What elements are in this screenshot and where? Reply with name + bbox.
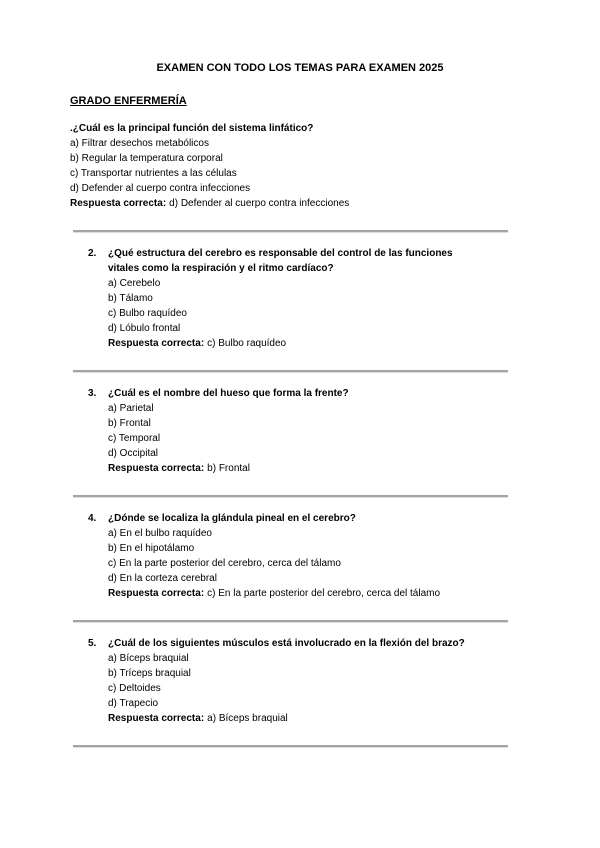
option-line: c) Deltoides [108, 683, 161, 694]
section-divider [73, 495, 508, 497]
option-line: a) Cerebelo [108, 278, 161, 289]
option-line: d) Trapecio [108, 698, 159, 709]
question-number: 4. [88, 513, 97, 524]
answer-line [70, 196, 530, 211]
question-number: 2. [88, 248, 97, 259]
question-line: ¿Cuál de los siguientes músculos está involucrado en la flexión del brazo? [108, 638, 465, 649]
question-line: .¿Cuál es la principal función del sistema linfático? [70, 123, 314, 134]
answer-label: Respuesta correcta: [70, 198, 167, 209]
question-text [70, 121, 530, 136]
option-line: d) Occipital [108, 448, 159, 459]
question-text [108, 386, 530, 401]
option-line: d) Defender al cuerpo contra infecciones [70, 183, 251, 194]
answer-text: d) Defender al cuerpo contra infecciones [169, 198, 350, 209]
section-divider [73, 230, 508, 232]
question-line: ¿Cuál es el nombre del hueso que forma la frente? [108, 388, 349, 399]
question-line: ¿Dónde se localiza la glándula pineal en el cerebro? [108, 513, 356, 524]
answer-line [108, 711, 530, 726]
option-line: a) En el bulbo raquídeo [108, 528, 212, 539]
question-line: ¿Qué estructura del cerebro es responsable del control de las funciones [108, 248, 453, 259]
answer-text: b) Frontal [207, 463, 250, 474]
answer-line [108, 461, 530, 476]
answer-label: Respuesta correcta: [108, 338, 205, 349]
question-block-3 [88, 386, 530, 476]
option-line: c) Transportar nutrientes a las células [70, 168, 237, 179]
section-divider [73, 745, 508, 747]
option-line: a) Parietal [108, 403, 154, 414]
answer-label: Respuesta correcta: [108, 713, 205, 724]
question-block-4 [88, 511, 530, 601]
option-line: d) En la corteza cerebral [108, 573, 217, 584]
option-line: b) Frontal [108, 418, 151, 429]
option-line: c) Bulbo raquídeo [108, 308, 187, 319]
option-line: c) Temporal [108, 433, 161, 444]
option-line: a) Bíceps braquial [108, 653, 189, 664]
option-line: b) Tríceps braquial [108, 668, 191, 679]
question-text [108, 246, 530, 276]
document-title: EXAMEN CON TODO LOS TEMAS PARA EXAMEN 2025 [156, 62, 444, 74]
section-divider [73, 370, 508, 372]
section-divider [73, 620, 508, 622]
question-line: vitales como la respiración y el ritmo cardíaco? [108, 263, 334, 274]
question-text [108, 511, 530, 526]
question-text [108, 636, 530, 651]
question-number: 5. [88, 638, 97, 649]
question-block-1 [70, 121, 530, 211]
answer-label: Respuesta correcta: [108, 463, 205, 474]
answer-text: a) Bíceps braquial [207, 713, 288, 724]
answer-line [108, 586, 530, 601]
answer-label: Respuesta correcta: [108, 588, 205, 599]
option-line: a) Filtrar desechos metabólicos [70, 138, 209, 149]
option-line: b) Tálamo [108, 293, 153, 304]
section-heading: GRADO ENFERMERÍA [70, 95, 187, 107]
option-line: c) En la parte posterior del cerebro, cerca del tálamo [108, 558, 341, 569]
option-line: d) Lóbulo frontal [108, 323, 181, 334]
option-line: b) En el hipotálamo [108, 543, 195, 554]
answer-text: c) Bulbo raquídeo [207, 338, 287, 349]
question-block-5 [88, 636, 530, 726]
question-number: 3. [88, 388, 97, 399]
question-block-2 [88, 246, 530, 351]
option-line: b) Regular la temperatura corporal [70, 153, 223, 164]
answer-line [108, 336, 530, 351]
answer-text: c) En la parte posterior del cerebro, cerca del tálamo [207, 588, 441, 599]
